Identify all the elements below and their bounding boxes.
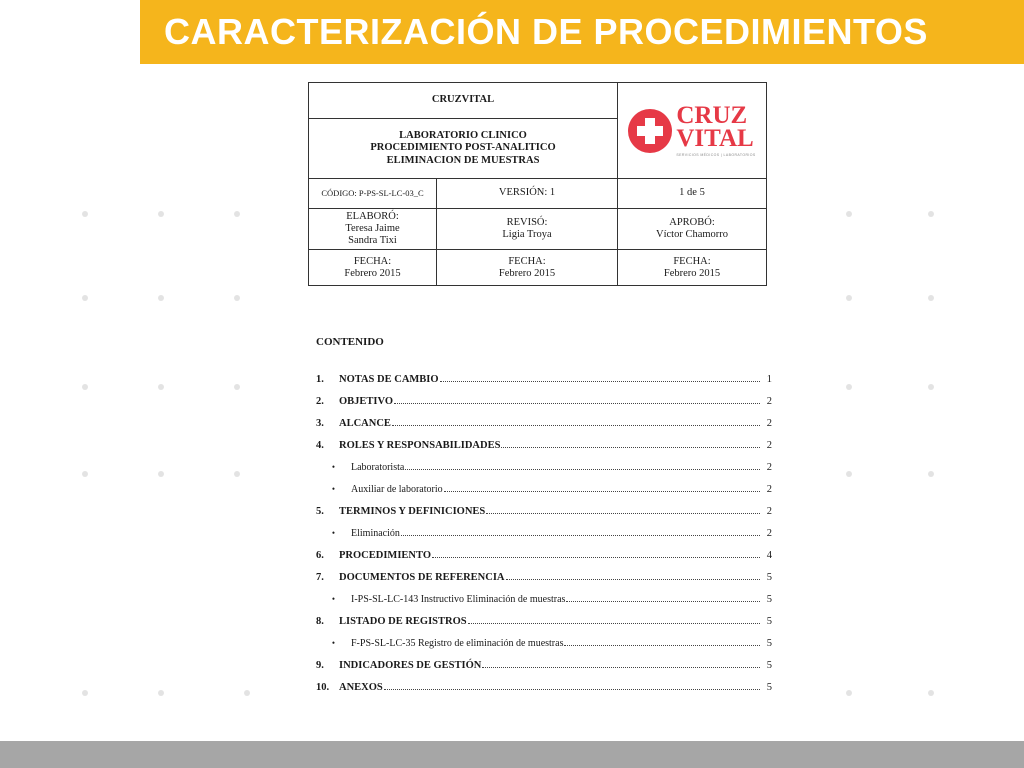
decor-dot (846, 295, 852, 301)
dot-leader (564, 644, 760, 646)
toc-number: 10. (316, 682, 330, 693)
decor-dot (82, 471, 88, 477)
aprobo-cell (618, 209, 767, 250)
toc-page-number: 5 (766, 594, 772, 605)
elaboro-label: ELABORÓ: (346, 211, 399, 222)
fecha-label: FECHA: (353, 255, 392, 267)
elaboro-name: Sandra Tixi (348, 235, 397, 247)
toc-number: 9. (316, 660, 324, 671)
toc-number: 4. (316, 440, 324, 451)
decor-dot (234, 471, 240, 477)
logo-subtitle: SERVICIOS MÉDICOS | LABORATORIOS (676, 152, 756, 157)
toc-number: 3. (316, 418, 324, 429)
decor-dot (158, 384, 164, 390)
toc-entry-title: ALCANCE (339, 418, 391, 429)
cruzvital-logo (618, 86, 766, 176)
toc-item[interactable] (316, 572, 772, 594)
title-banner (140, 0, 1024, 64)
toc-subitem[interactable] (316, 462, 772, 484)
decor-dot (82, 295, 88, 301)
dot-leader (440, 380, 760, 382)
document-page (300, 72, 780, 712)
decor-dot (928, 384, 934, 390)
toc-entry-title: NOTAS DE CAMBIO (339, 374, 439, 385)
toc-entry-title: Auxiliar de laboratorio (351, 484, 443, 495)
toc-page-number: 5 (766, 638, 772, 649)
document-version: VERSIÓN: 1 (437, 179, 618, 209)
toc-page-number: 4 (766, 550, 772, 561)
toc-page-number: 5 (766, 616, 772, 627)
bullet-icon: • (331, 594, 336, 604)
dot-leader (468, 622, 760, 624)
toc-entry-title: OBJETIVO (339, 396, 394, 407)
toc-page-number: 2 (766, 396, 772, 407)
toc-page-number: 2 (766, 528, 772, 539)
footer-bar (0, 741, 1024, 768)
bullet-icon: • (331, 528, 336, 538)
toc-page-number: 5 (766, 682, 772, 693)
logo-wordmark (676, 101, 756, 157)
toc-page-number: 2 (766, 462, 772, 473)
toc-item[interactable] (316, 396, 772, 418)
fecha-aprobo-cell (618, 250, 767, 286)
toc-item[interactable] (316, 550, 772, 572)
fecha-value: Febrero 2015 (663, 267, 721, 279)
decor-dot (846, 211, 852, 217)
toc-page-number: 2 (766, 440, 772, 451)
toc-entry-title: LISTADO DE REGISTROS (339, 616, 467, 627)
fecha-value: Febrero 2015 (344, 267, 401, 279)
decor-dot (928, 211, 934, 217)
decor-dot (846, 471, 852, 477)
bullet-icon: • (331, 462, 336, 472)
toc-subitem[interactable] (316, 484, 772, 506)
toc-page-number: 5 (766, 660, 772, 671)
toc-subitem[interactable] (316, 528, 772, 550)
decor-dot (234, 211, 240, 217)
decor-dot (846, 690, 852, 696)
toc-entry-title: ROLES Y RESPONSABILIDADES (339, 440, 501, 451)
dot-leader (566, 600, 760, 602)
decor-dot (82, 384, 88, 390)
toc-page-number: 2 (766, 506, 772, 517)
table-of-contents (316, 336, 772, 704)
reviso-cell (437, 209, 618, 250)
toc-item[interactable] (316, 418, 772, 440)
toc-number: 7. (316, 572, 324, 583)
red-cross-icon (628, 109, 672, 153)
toc-entry-title: DOCUMENTOS DE REFERENCIA (339, 572, 505, 583)
toc-page-number: 5 (766, 572, 772, 583)
document-department (309, 119, 618, 179)
dot-leader (482, 666, 760, 668)
dot-leader (444, 490, 760, 492)
logo-cell (618, 83, 767, 179)
toc-entry-title: Eliminación (351, 528, 400, 539)
toc-item[interactable] (316, 616, 772, 638)
document-code: CÓDIGO: P-PS-SL-LC-03_C (309, 179, 437, 209)
fecha-label: FECHA: (673, 255, 711, 267)
toc-item[interactable] (316, 506, 772, 528)
decor-dot (244, 690, 250, 696)
company-name: CRUZVITAL (309, 83, 618, 119)
aprobo-name: Víctor Chamorro (656, 229, 729, 241)
decor-dot (234, 384, 240, 390)
toc-page-number: 2 (766, 484, 772, 495)
elaboro-cell (309, 209, 437, 250)
decor-dot (82, 211, 88, 217)
slide-title: CARACTERIZACIÓN DE PROCEDIMIENTOS (164, 11, 928, 52)
toc-list (316, 374, 772, 704)
logo-word-vital: VITAL (676, 124, 754, 152)
dot-leader (394, 402, 760, 404)
toc-heading: CONTENIDO (316, 336, 384, 348)
toc-entry-title: I-PS-SL-LC-143 Instructivo Eliminación de muestras (351, 594, 566, 605)
toc-entry-title: F-PS-SL-LC-35 Registro de eliminación de muestras (351, 638, 564, 649)
procedure-type-line: PROCEDIMIENTO POST-ANALITICO (370, 142, 556, 154)
decor-dot (928, 471, 934, 477)
dot-leader (401, 534, 760, 536)
decor-dot (928, 690, 934, 696)
fecha-elaboro-cell (309, 250, 437, 286)
toc-item[interactable] (316, 660, 772, 682)
toc-entry-title: TERMINOS Y DEFINICIONES (339, 506, 486, 517)
elaboro-name: Teresa Jaime (345, 223, 400, 235)
document-header-table (308, 82, 767, 286)
reviso-name: Ligia Troya (502, 229, 552, 241)
toc-number: 5. (316, 506, 324, 517)
decor-dot (158, 690, 164, 696)
decor-dot (234, 295, 240, 301)
toc-number: 2. (316, 396, 324, 407)
decor-dot (928, 295, 934, 301)
toc-subitem[interactable] (316, 594, 772, 616)
dot-leader (392, 424, 760, 426)
toc-item[interactable] (316, 374, 772, 396)
decor-dot (158, 211, 164, 217)
logo-word-cruz: CRUZ (676, 101, 748, 129)
toc-entry-title: ANEXOS (339, 682, 383, 693)
decor-dot (158, 295, 164, 301)
bullet-icon: • (331, 638, 336, 648)
aprobo-label: APROBÓ: (669, 217, 715, 229)
toc-page-number: 1 (766, 374, 772, 385)
toc-subitem[interactable] (316, 638, 772, 660)
fecha-value: Febrero 2015 (498, 267, 556, 279)
document-pages: 1 de 5 (618, 179, 767, 209)
decor-dot (158, 471, 164, 477)
toc-entry-title: PROCEDIMIENTO (339, 550, 431, 561)
toc-number: 1. (316, 374, 324, 385)
decor-dot (846, 384, 852, 390)
dot-leader (405, 468, 760, 470)
dot-leader (432, 556, 760, 558)
bullet-icon: • (331, 484, 336, 494)
toc-entry-title: Laboratorista (351, 462, 405, 473)
toc-number: 6. (316, 550, 324, 561)
procedure-name-line: ELIMINACION DE MUESTRAS (386, 154, 540, 166)
reviso-label: REVISÓ: (506, 217, 548, 229)
toc-entry-title: INDICADORES DE GESTIÓN (339, 660, 482, 671)
dot-leader (506, 578, 761, 580)
dot-leader (486, 512, 760, 514)
toc-number: 8. (316, 616, 324, 627)
toc-item[interactable] (316, 440, 772, 462)
fecha-reviso-cell (437, 250, 618, 286)
department-line: LABORATORIO CLINICO (399, 130, 527, 142)
decor-dot (82, 690, 88, 696)
dot-leader (384, 688, 760, 690)
dot-leader (501, 446, 760, 448)
toc-page-number: 2 (766, 418, 772, 429)
toc-item[interactable] (316, 682, 772, 704)
fecha-label: FECHA: (508, 255, 546, 267)
